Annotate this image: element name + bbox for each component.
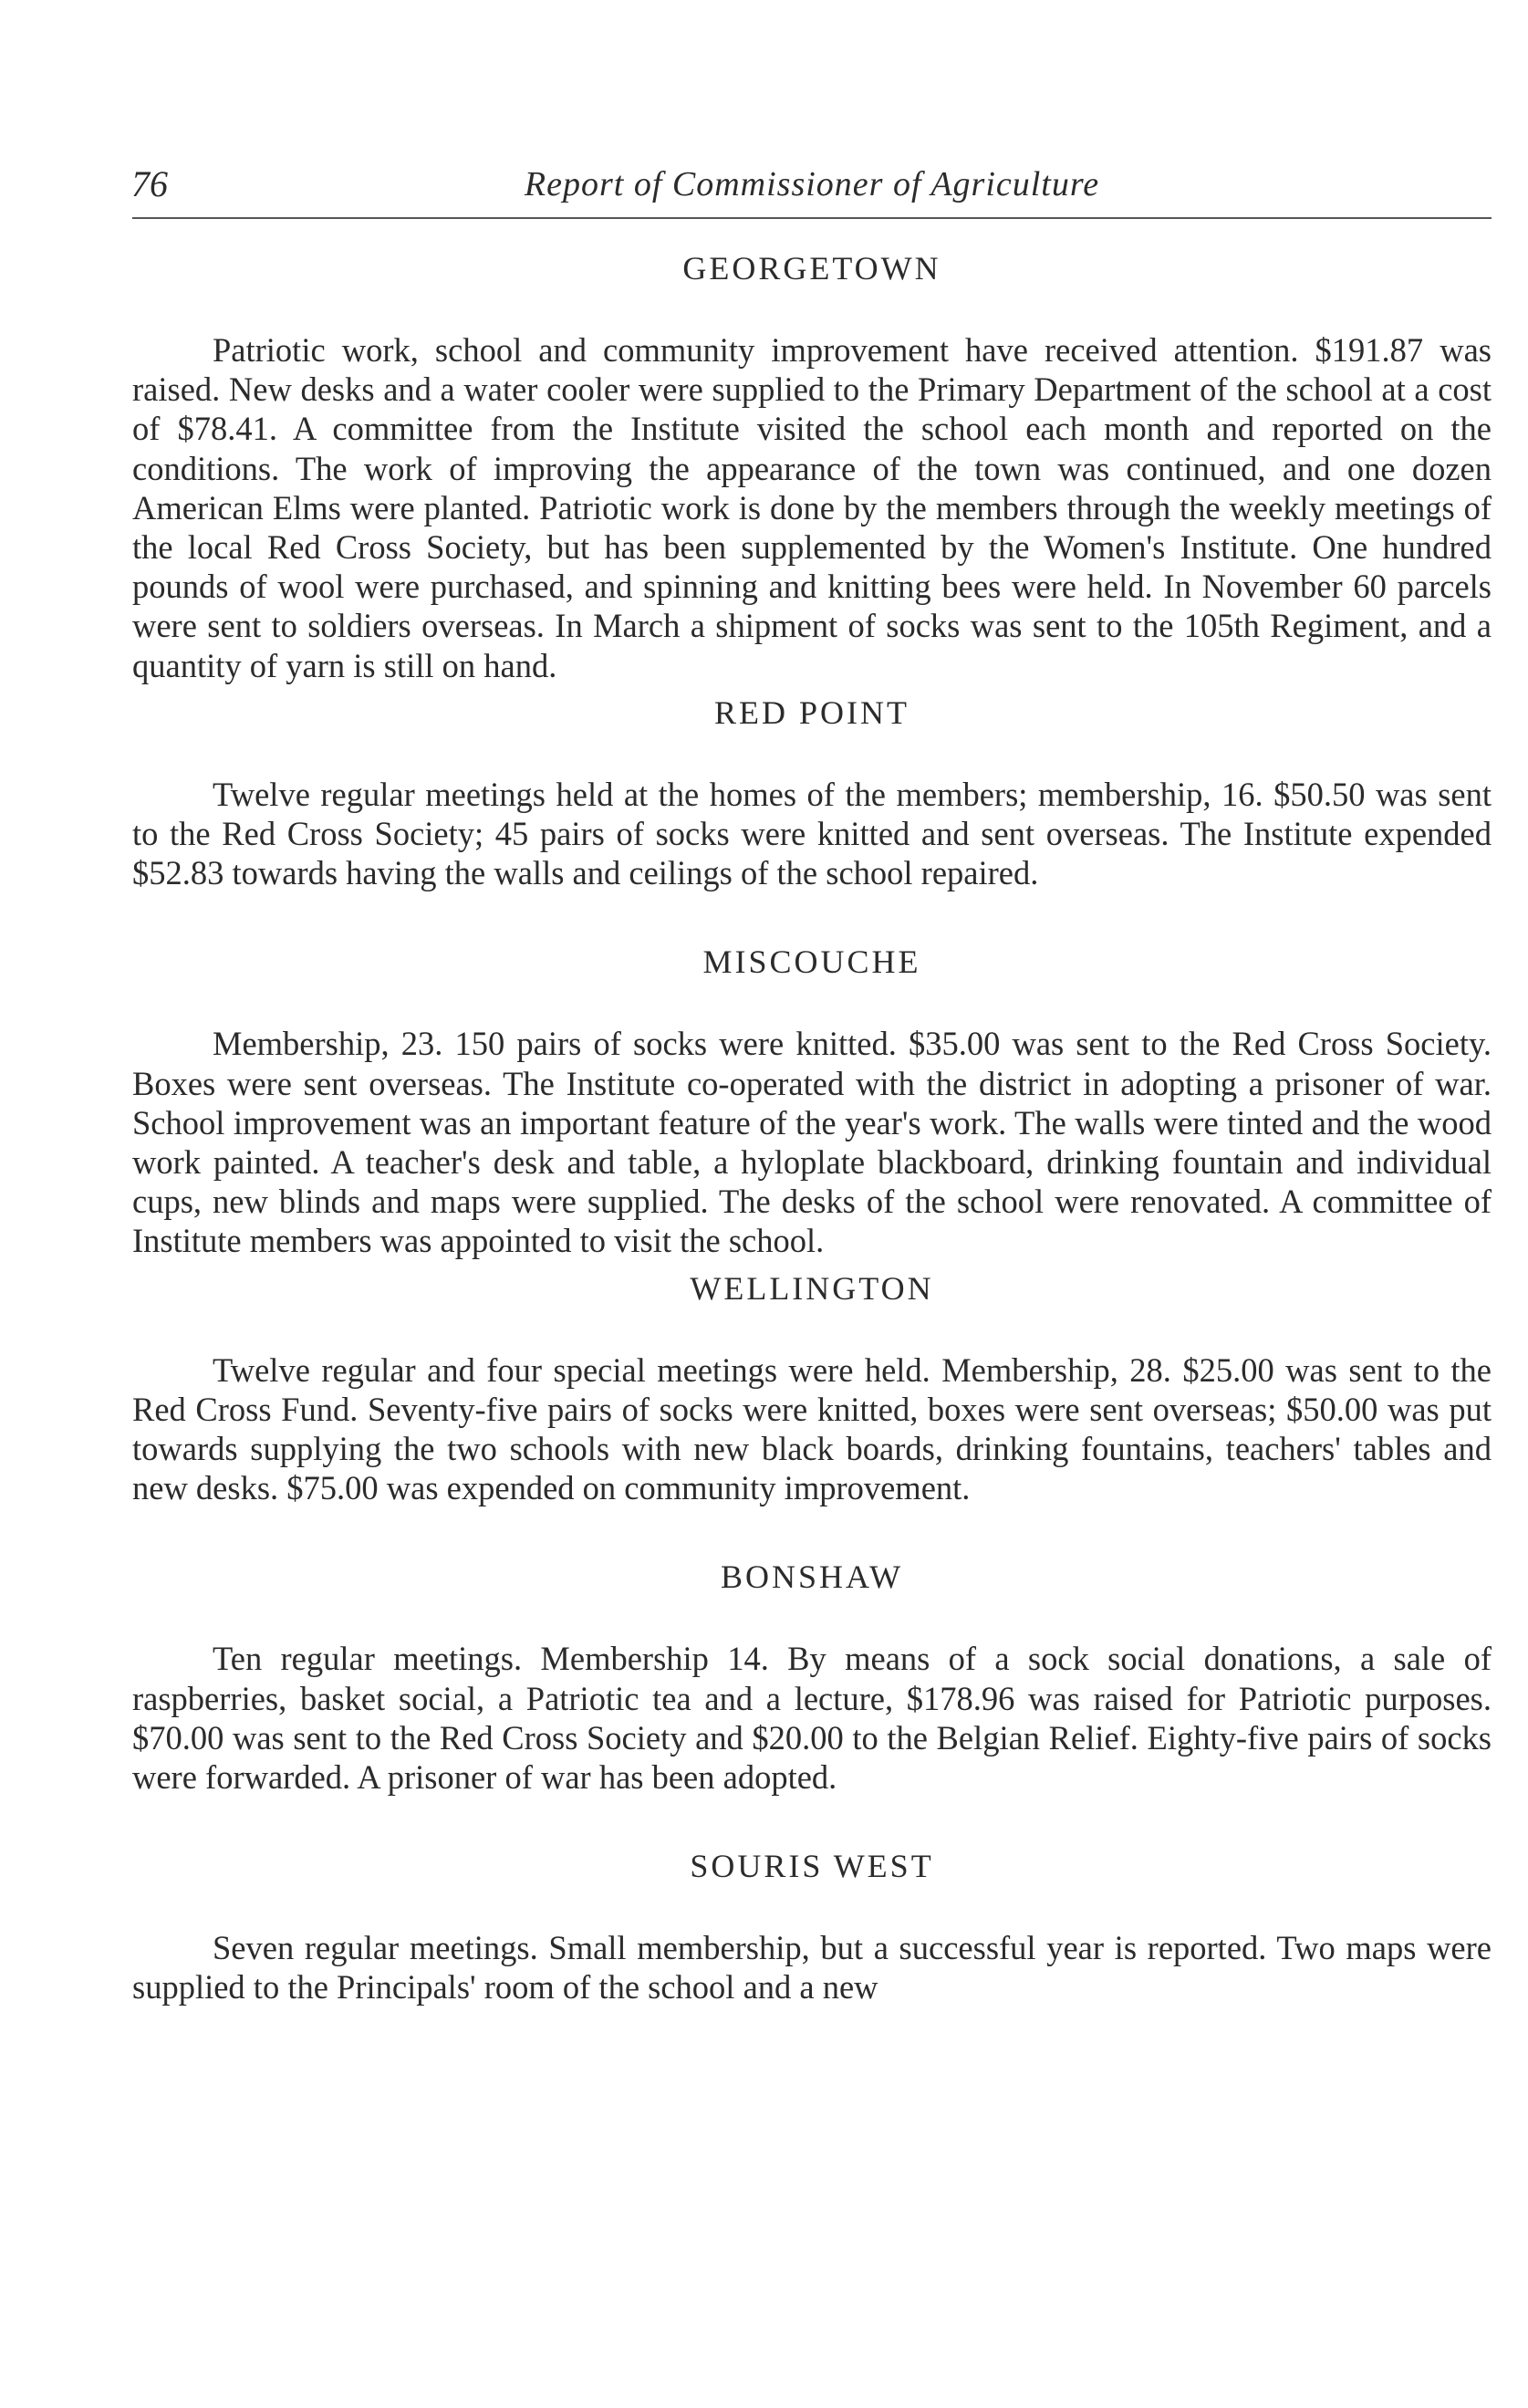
running-title: Report of Commissioner of Agriculture <box>524 165 1100 203</box>
section-text: Twelve regular meetings held at the homes of the members; membership, 16. $50.50 was sent to the Red Cross Society; 45 pairs of socks were knitted and sent overseas. The Institute expended $52.83 towards having the walls and ceilings of the school repaired. <box>132 775 1492 892</box>
running-head <box>128 157 1496 212</box>
section-text: Seven regular meetings. Small membership, but a successful year is reported. Two maps were supplied to the Principals' room of the school and a new <box>132 1929 1492 2007</box>
section-text: Twelve regular and four special meetings were held. Membership, 28. $25.00 was sent to the Red Cross Fund. Seventy-five pairs of socks were knitted, boxes were sent overseas; $50.00 was put towards supplying the two schools with new black boards, drinking fountains, teachers' tables and new desks. $75.00 was expended on community improvement. <box>132 1350 1492 1507</box>
section-heading: WELLINGTON <box>690 1269 934 1307</box>
section-souris-west <box>132 1844 1492 2007</box>
section-heading: RED POINT <box>714 693 910 731</box>
header-rule <box>132 217 1492 219</box>
section-text: Patriotic work, school and community improvement have received attention. $191.87 was raised. New desks and a water cooler were supplied to the Primary Department of the school at a cost of $78.41. A committee from the Institute visited the school each month and reported on the conditions. The work of improving the appearance of the town was continued, and one dozen American Elms were planted. Patriotic work is done by the members through the weekly meetings of the local Red Cross Society, but has been supplemented by the Women's Institute. One hundred pounds of wool were purchased, and spinning and knitting bees were held. In November 60 parcels were sent to soldiers overseas. In March a shipment of socks was sent to the 105th Regiment, and a quantity of yarn is still on hand. <box>132 331 1492 684</box>
section-wellington <box>132 1267 1492 1508</box>
section-heading: SOURIS WEST <box>690 1848 934 1885</box>
section-bonshaw <box>132 1555 1492 1797</box>
section-text: Ten regular meetings. Membership 14. By means of a sock social donations, a sale of raspberries, basket social, a Patriotic tea and a lecture, $178.96 was raised for Patriotic purposes. $70.00 was sent to the Red Cross Society and $20.00 to the Belgian Relief. Eighty-five pairs of socks were forwarded. A prisoner of war has been adopted. <box>132 1640 1492 1797</box>
document-body <box>132 246 1492 2007</box>
section-heading: BONSHAW <box>720 1558 904 1596</box>
section-text: Membership, 23. 150 pairs of socks were knitted. $35.00 was sent to the Red Cross Society. Boxes were sent overseas. The Institute co-operated with the district in adopting a prisoner of war. School improvement was an important feature of the year's work. The walls were tinted and the wood work painted. A teacher's desk and table, a hyloplate blackboard, drinking fountain and individual cups, new blinds and maps were supplied. The desks of the school were renovated. A committee of Institute members was appointed to visit the school. <box>132 1025 1492 1260</box>
section-miscouche <box>132 940 1492 1260</box>
section-heading: MISCOUCHE <box>702 943 921 981</box>
section-heading: GEORGETOWN <box>682 250 941 287</box>
section-georgetown <box>132 246 1492 685</box>
section-red-point <box>132 691 1492 893</box>
page-number: 76 <box>131 163 168 204</box>
